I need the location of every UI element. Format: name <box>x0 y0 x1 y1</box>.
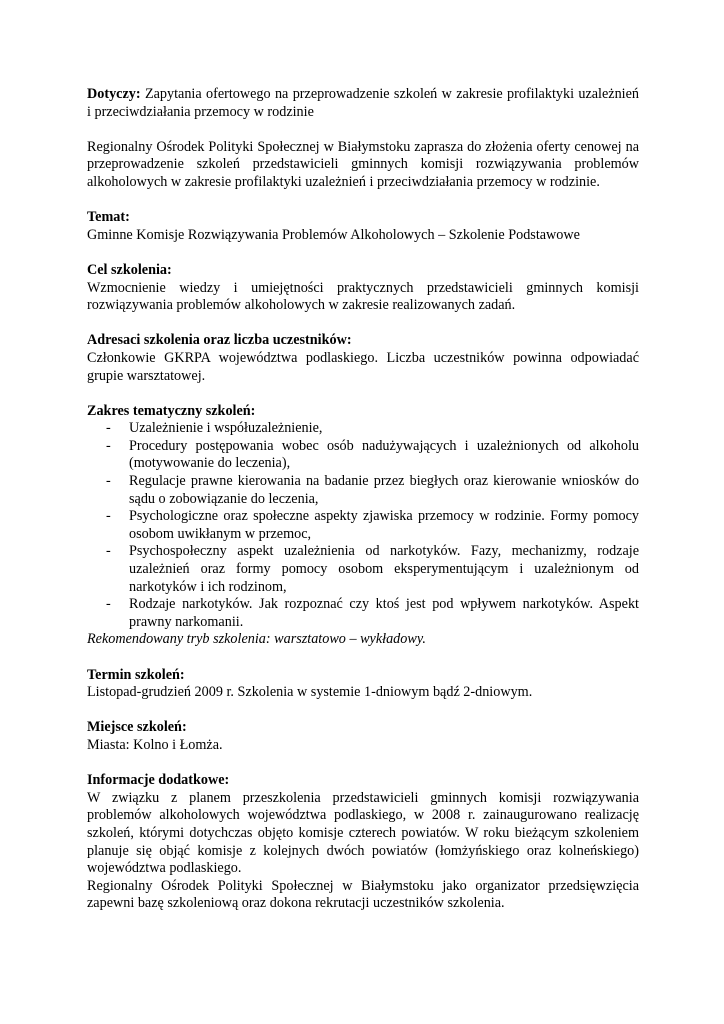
additional-heading: Informacje dodatkowe: <box>87 772 230 789</box>
scope-list-item: - Uzależnienie i współuzależnienie, <box>129 420 639 438</box>
place-heading: Miejsce szkoleń: <box>87 719 187 736</box>
training-mode-note: Rekomendowany tryb szkolenia: warsztatowo – wykładowy. <box>87 631 426 648</box>
goal-heading: Cel szkolenia: <box>87 261 172 278</box>
scope-list-item: - Rodzaje narkotyków. Jak rozpoznać czy ktoś jest pod wpływem narkotyków. Aspekt prawny narkomanii. <box>129 596 639 631</box>
scope-heading: Zakres tematyczny szkoleń: <box>87 402 256 419</box>
audience-heading: Adresaci szkolenia oraz liczba uczestników: <box>87 332 352 349</box>
audience-text: Członkowie GKRPA województwa podlaskiego. Liczba uczestników powinna odpowiadać grupie warsztatowej. <box>87 349 639 384</box>
subject-paragraph <box>87 86 639 121</box>
scope-list <box>87 420 639 631</box>
intro-paragraph: Regionalny Ośrodek Polityki Społecznej w Białymstoku zaprasza do złożenia oferty cenowej na przeprowadzenie szkoleń przedstawicieli gminnych komisji rozwiązywania problemów alkoholowych w zakresie profilaktyki uzależnień i przeciwdziałania przemocy w rodzinie. <box>87 138 639 190</box>
topic-heading: Temat: <box>87 209 130 226</box>
term-heading: Termin szkoleń: <box>87 666 185 683</box>
subject-text: Zapytania ofertowego na przeprowadzenie szkoleń w zakresie profilaktyki uzależnień i przeciwdziałania przemocy w rodzinie <box>87 86 640 120</box>
goal-text: Wzmocnienie wiedzy i umiejętności praktycznych przedstawicieli gminnych komisji rozwiązywania problemów alkoholowych w zakresie realizowanych zadań. <box>87 279 639 314</box>
topic-text: Gminne Komisje Rozwiązywania Problemów Alkoholowych – Szkolenie Podstawowe <box>87 226 580 243</box>
scope-list-item: - Psychospołeczny aspekt uzależnienia od narkotyków. Fazy, mechanizmy, rodzaje uzależnień oraz formy pomocy osobom eksperymentującym i uzależnionym od narkotyków i ich rodzinom, <box>129 543 639 596</box>
additional-paragraph-1: W związku z planem przeszkolenia przedstawicieli gminnych komisji rozwiązywania problemów alkoholowych województwa podlaskiego, w 2008 r. zainaugurowano realizację szkoleń, którymi dotychczas objęto komisje czterech powiatów. W roku bieżącym szkoleniem planuje się objąć komisje z kolejnych dwóch powiatów (łomżyńskiego oraz kolneńskiego) województwa podlaskiego. <box>87 789 639 877</box>
scope-list-item: - Regulacje prawne kierowania na badanie przez biegłych oraz kierowanie wniosków do sądu o zobowiązanie do leczenia, <box>129 473 639 508</box>
place-text: Miasta: Kolno i Łomża. <box>87 736 223 753</box>
additional-paragraph-2: Regionalny Ośrodek Polityki Społecznej w Białymstoku jako organizator przedsięwzięcia zapewni bazę szkoleniową oraz dokona rekrutacji uczestników szkolenia. <box>87 877 639 912</box>
scope-list-item: - Procedury postępowania wobec osób nadużywających i uzależnionych od alkoholu (motywowanie do leczenia), <box>129 438 639 473</box>
subject-label: Dotyczy: <box>87 86 141 102</box>
document-page <box>87 86 639 913</box>
term-text: Listopad-grudzień 2009 r. Szkolenia w systemie 1-dniowym bądź 2-dniowym. <box>87 684 533 701</box>
scope-list-item: - Psychologiczne oraz społeczne aspekty zjawiska przemocy w rodzinie. Formy pomocy osobom uwikłanym w przemoc, <box>129 508 639 543</box>
